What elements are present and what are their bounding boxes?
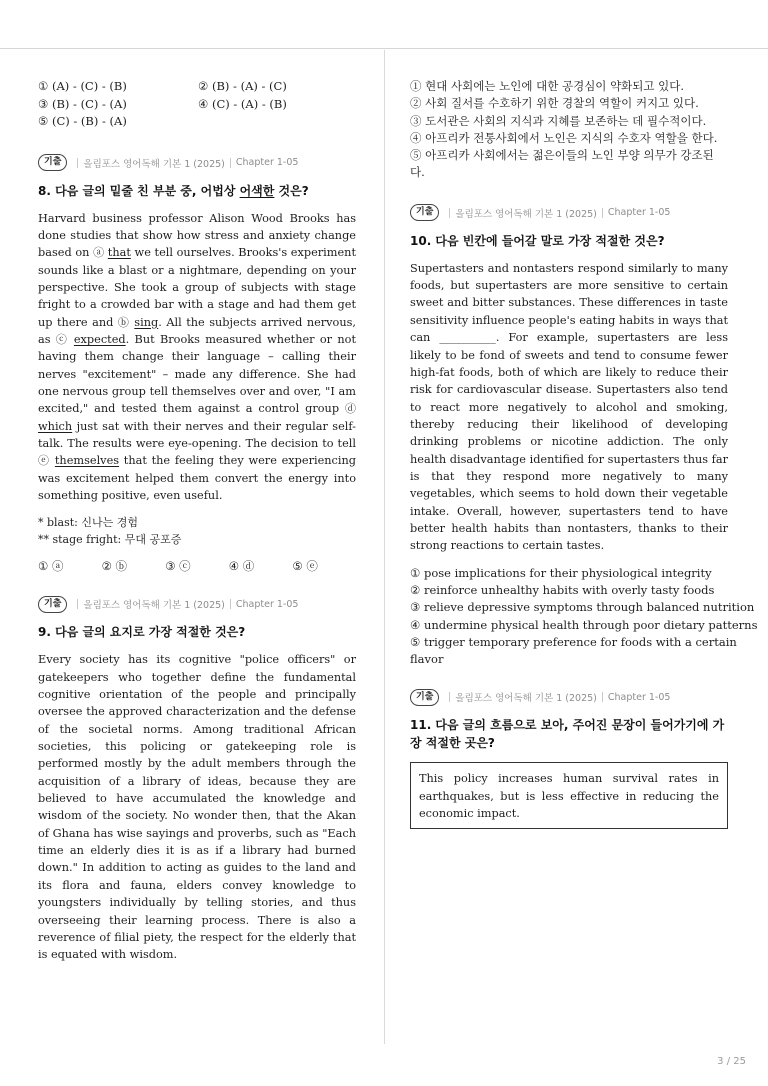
- question-meta: [38, 595, 356, 613]
- question-title: 11. 다음 글의 흐름으로 보아, 주어진 문장이 들어가기에 가장 적절한 곳은?: [410, 718, 725, 751]
- question-title: 9. 다음 글의 요지로 가장 적절한 것은?: [38, 625, 246, 640]
- meta-separator: [230, 599, 231, 609]
- q9-choices: [410, 78, 728, 182]
- chapter-label: Chapter 1-05: [607, 691, 671, 703]
- passage-text: that the feeling they were experiencing was excitement helped them convert the energy into something positive, even useful.: [38, 454, 357, 502]
- source-badge: 기출: [38, 154, 67, 171]
- meta-separator: [230, 158, 231, 168]
- choice-item[interactable]: ⑤ 아프리카 사회에서는 젊은이들의 노인 부양 의무가 강조된: [410, 148, 714, 163]
- option-item[interactable]: ③ ⓒ: [165, 559, 191, 574]
- choice-item[interactable]: ② 사회 질서를 수호하기 위한 경찰의 역할이 커지고 있다.: [410, 96, 699, 111]
- underlined-word: themselves: [54, 454, 120, 468]
- marker-a: ⓐ: [93, 246, 105, 260]
- question-meta: [410, 204, 728, 222]
- choice-item[interactable]: ④ 아프리카 전통사회에서 노인은 지식의 수호자 역할을 한다.: [410, 130, 718, 145]
- question-meta: [38, 154, 356, 172]
- meta-separator: [602, 692, 603, 702]
- choice-item[interactable]: ④ undermine physical health through poor dietary patterns: [410, 617, 758, 632]
- passage: [410, 260, 728, 555]
- source-badge: 기출: [410, 204, 439, 221]
- choice-item[interactable]: ⑤ trigger temporary preference for foods with a certain: [410, 634, 737, 649]
- marker-c: ⓒ: [55, 332, 69, 346]
- marker-d: ⓓ: [345, 402, 356, 416]
- underlined-word: sing: [134, 315, 159, 329]
- underlined-word: which: [38, 419, 73, 433]
- passage-text: just sat with their nerves and their regular self-talk. The results were eye-opening. The decision to tell: [38, 419, 356, 450]
- footnote: * blast: 신나는 경험: [38, 516, 139, 530]
- meta-separator: [77, 599, 78, 609]
- header-divider: [0, 48, 768, 49]
- choice-item: ⑤ (C) - (B) - (A): [38, 114, 127, 128]
- title-text: 것은?: [274, 183, 309, 198]
- passage-text: Harvard business professor Alison Wood Brooks has done studies that show how stress and anxiety change based on: [38, 211, 356, 260]
- blank: __________: [439, 331, 496, 345]
- meta-separator: [77, 158, 78, 168]
- underlined-word: that: [107, 246, 131, 260]
- option-item[interactable]: ② ⓑ: [101, 559, 128, 574]
- choice-item[interactable]: ① pose implications for their physiological integrity: [410, 565, 712, 580]
- choice-item[interactable]: ③ 도서관은 사회의 지식과 지혜를 보존하는 데 필수적이다.: [410, 113, 707, 128]
- choice-continuation: flavor: [410, 652, 444, 667]
- chapter-label: Chapter 1-05: [607, 207, 671, 219]
- column-divider: [384, 50, 385, 1044]
- question-meta: [410, 688, 728, 706]
- question-title: [38, 182, 356, 200]
- right-column: [410, 78, 758, 829]
- meta-separator: [602, 208, 603, 218]
- passage-text: we tell ourselves. Brooks's experiment sounds like a blast or a nightmare, depending on your perspective. She took a group of subjects with stage fright to a crowded bar with a stage and had them get up there and: [38, 246, 357, 329]
- meta-separator: [449, 208, 450, 218]
- marker-e: ⓔ: [38, 454, 51, 468]
- passage-text: . All the subjects arrived nervous, as: [38, 315, 357, 346]
- choice-item[interactable]: ② reinforce unhealthy habits with overly tasty foods: [410, 582, 715, 597]
- option-item[interactable]: ⑤ ⓔ: [292, 559, 318, 574]
- choice-continuation: 다.: [410, 165, 425, 180]
- footnote: ** stage fright: 무대 공포증: [38, 533, 182, 547]
- choice-item[interactable]: ① 현대 사회에는 노인에 대한 공경심이 약화되고 있다.: [410, 79, 685, 93]
- meta-separator: [449, 692, 450, 702]
- page-number: 3 / 25: [717, 1056, 746, 1067]
- book-title: 올림포스 영어독해 기본 1 (2025): [83, 158, 225, 170]
- q10-choices: [410, 565, 758, 669]
- passage-text: . But Brooks measured whether or not having them change their language – calling their nerves "excitement" – made any difference. She had one nervous group tell themselves over and over, "I am excited," and tested them against a control group: [38, 332, 357, 416]
- title-underlined: 어색한: [239, 183, 275, 198]
- passage-text: Supertasters and nontasters respond similarly to many foods, but supertasters are more sensitive to certain sweet and bitter substances. These differences in taste sensitivity influence people's eating habits in ways that can: [410, 261, 728, 345]
- passage-text: . For example, supertasters are less likely to be fond of sweets and tend to consume fewer high-fat foods, both of which are likely to reduce their risk for cardiovascular disease. Supertasters also tend to react more negatively to alcohol and smoking, thereby reducing their likelihood of developing drinking problems or nicotine addiction. The only health disadvantage identified for supertasters thus far is that they respond more negatively to many vegetables, which seems to hold down their vegetable intake. Overall, however, supertasters tend to have better health habits than nontasters, thanks to their strong reactions to certain tastes.: [410, 331, 728, 553]
- order-choices: [38, 78, 356, 131]
- book-title: 올림포스 영어독해 기본 1 (2025): [83, 600, 225, 612]
- answer-options: [38, 558, 356, 575]
- question-title: 10. 다음 빈칸에 들어갈 말로 가장 적절한 것은?: [410, 233, 665, 248]
- marker-b: ⓑ: [117, 315, 130, 329]
- given-sentence-box: This policy increases human survival rates in earthquakes, but is less effective in reducing the economic impact.: [410, 762, 728, 829]
- option-item[interactable]: ④ ⓓ: [228, 559, 255, 574]
- title-text: 8. 다음 글의 밑줄 친 부분 중, 어법상: [38, 183, 240, 198]
- book-title: 올림포스 영어독해 기본 1 (2025): [455, 693, 597, 705]
- left-column: [38, 78, 356, 964]
- source-badge: 기출: [38, 596, 67, 613]
- underlined-word: expected: [73, 332, 126, 346]
- book-title: 올림포스 영어독해 기본 1 (2025): [455, 208, 597, 220]
- choice-item[interactable]: ③ relieve depressive symptoms through balanced nutrition: [410, 600, 755, 615]
- chapter-label: Chapter 1-05: [235, 157, 299, 168]
- footnotes: [38, 514, 356, 548]
- chapter-label: Chapter 1-05: [235, 598, 299, 610]
- choice-item: ③ (B) - (C) - (A): [38, 96, 127, 111]
- source-badge: 기출: [410, 689, 439, 706]
- choice-item: ④ (C) - (A) - (B): [198, 96, 287, 111]
- passage: [38, 210, 356, 505]
- option-item[interactable]: ① ⓐ: [38, 559, 64, 574]
- passage: Every society has its cognitive "police officers" or gatekeepers who together define the fundamental cognitive orientation of the people and principally oversee the approved characterization and the defense of the societal norms. Among traditional African societies, this policing or gatekeeping role is performed mostly by the adult members through the acquisition of a library of ideas, because they are believed to have accumulated the knowledge and wisdom of the society. No wonder then, that the Akan of Ghana has wise sayings and proverbs, such as "Each time an elderly dies it is as if a library had burned down." In addition to acting as guides to the land and its flora and fauna, elders convey knowledge to youngsters individually by telling stories, and thus overseeing their learning process. There is also a reverence of filial piety, the respect for the elderly that is equated with wisdom.: [38, 653, 356, 962]
- choice-item: ② (B) - (A) - (C): [198, 79, 287, 93]
- choice-item: ① (A) - (C) - (B): [38, 79, 127, 93]
